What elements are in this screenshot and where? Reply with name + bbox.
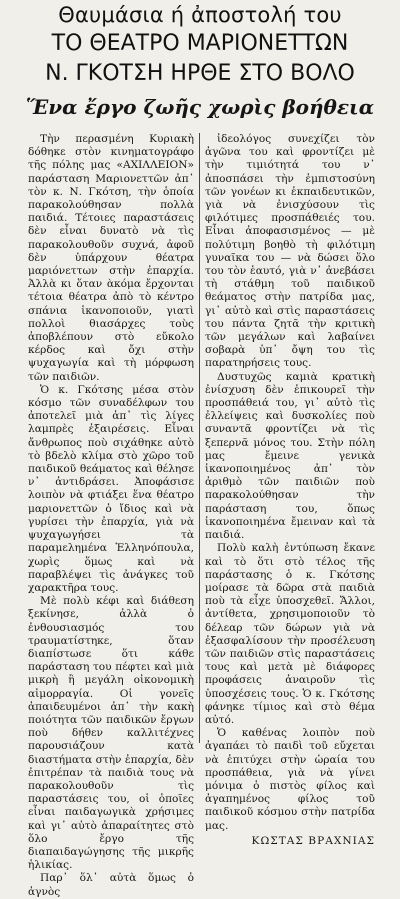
article-column-right	[205, 133, 375, 848]
paragraph: Πολὺ καλὴ ἐντύπωση ἔκανε καὶ τὸ ὅτι στὸ τέλος τῆς παράστασης ὁ κ. Γκότσης μοίρασε τὰ δῶρα στὰ παιδιὰ ποὺ τὰ εἶχε ὑποσχεθεῖ. Ἄλλοι, ἀντίθετα, χρησιμοποιοῦν τὸ δέλεαρ τῶν δώρων γιὰ νὰ ἐξασφαλίσουν τὴν προσέλευση τῶν παιδιῶν στὶς παραστάσεις τους καὶ μετὰ μὲ διάφορες προφάσεις ἀναιροῦν τὶς ὑποσχέσεις τους. Ὁ κ. Γκότσης φάνηκε τίμιος καὶ στὸ θέμα αὐτό.	[205, 542, 375, 726]
headline-line-2: ΤΟ ΘΕΑΤΡΟ ΜΑΡΙΟΝΕΤΤΩΝ	[51, 31, 349, 56]
paragraph: ἰδεολόγος συνεχίζει τὸν ἀγῶνα του καὶ φροντίζει μὲ τὴν τιμιότητά του ν᾽ ἀποσπάσει τὴν ἐμπιστοσύνη τῶν γονέων κι ἐκπαιδευτικῶν, γιὰ νὰ ἐνισχύσουν τὶς φιλότιμες προσπάθειές του. Εἶναι ἀποφασισμένος — μὲ πολύτιμη βοηθὸ τὴ φιλότιμη γυναῖκα του — νὰ δώσει ὅλο του τὸν ἑαυτό, γιὰ ν᾽ ἀνεβάσει τὴ στάθμη τοῦ παιδικοῦ θεάματος στὴν πατρίδα μας, γι᾽ αὐτὸ καὶ στὶς παραστάσεις του πάντα ζητᾶ τὴν κριτικὴ τῶν μεγάλων καὶ λαβαίνει σοβαρὰ ὑπ᾽ ὄψη του τὶς παρατηρήσεις τους.	[205, 133, 375, 370]
article-column-left	[28, 133, 194, 899]
paragraph: Ὁ κ. Γκότσης μέσα στὸν κόσμο τῶν συναδέλφων του ἀποτελεῖ μιὰ ἀπ᾽ τὶς λίγες λαμπρὲς ἐξαιρέσεις. Εἶναι ἄνθρωπος ποὺ σιχάθηκε αὐτὸ τὸ βδελὸ κλίμα στὸ χῶρο τοῦ παιδικοῦ θεάματος καὶ θέλησε ν᾽ ἀντιδράσει. Ἀποφάσισε λοιπὸν νὰ φτιάξει ἕνα θέατρο μαριονεττῶν ὁ ἴδιος καὶ νὰ γυρίσει τὴν ἐπαρχία, γιὰ νὰ ψυχαγωγήσει τὰ παραμελημένα Ἑλληνόπουλα, χωρὶς ὅμως καὶ νὰ παραβλέψει τὶς ἀνάγκες τοῦ χαρακτῆρα τους.	[28, 383, 194, 594]
paragraph: Μὲ πολὺ κέφι καὶ διάθεση ξεκίνησε, ἀλλὰ ὁ ἐνθουσιασμός του τραυματίστηκε, ὅταν διαπίστωσε ὅτι κάθε παράσταση του πέφτει καὶ μιὰ μικρὴ ἢ μεγάλη οἰκονομικὴ αἱμορραγία. Οἱ γονεῖς ἀπαιδευμένοι ἀπ᾽ τὴν κακὴ ποιότητα τῶν παιδικῶν ἔργων ποὺ δήθεν καλλιτέχνες παρουσιάζουν κατὰ διαστήματα στὴν ἐπαρχία, δὲν ἐπιτρέπαν τὰ παιδιὰ τους νὰ παρακολουθοῦν τὶς παραστάσεις του, οἱ ὁποῖες εἶναι παιδαγωγικὰ χρήσιμες καὶ γι᾽ αὐτὸ ἀπαραίτητες στὸ ὅλο ἔργο τῆς διαπαιδαγώγησης τῆς μικρῆς ἡλικίας.	[28, 595, 194, 872]
column-divider	[199, 133, 200, 743]
paragraph: Παρ᾽ ὅλ᾽ αὐτὰ ὅμως ὁ ἀγνὸς	[28, 872, 194, 898]
paragraph: Τὴν περασμένη Κυριακὴ δόθηκε στὸν κινηματογράφο τῆς πόλης μας «ΑΧΙΛΛΕΙΟΝ» παράσταση Μαριονεττῶν ἀπ᾽ τὸν κ. Ν. Γκότση, τὴν ὁποία παρακολούθησαν πολλὰ παιδιά. Τέτοιες παραστάσεις δὲν εἶναι δυνατὸ νὰ τὶς παρακολουθοῦν συχνά, ἀφοῦ δὲν ὑπάρχουν θέατρα μαριόνεττων στὴν ἐπαρχία. Ἀλλὰ κι ὅταν ὰκόμα ἔρχονται τέτοια θέατρα ἀπὸ τὸ κέντρο σπάνια ἱκανοποιοῦν, γιατὶ πολλοὶ θιασάρχες τοὺς ἀποβλέπουν στὸ εὔκολο κέρδος καὶ ὄχι στὴν ψυχαγωγία καὶ τὴ μόρφωση τῶν παιδιῶν.	[28, 133, 194, 383]
paragraph: Ὁ καθένας λοιπὸν ποὺ ἀγαπάει τὸ παιδὶ τοῦ εὔχεται νὰ ἐπιτύχει στὴν ὡραία του προσπάθεια, γιὰ νὰ γίνει μόνιμα ὁ πιστὸς φίλος καὶ ἀγαπημένος φίλος τοῦ παιδικοῦ κόσμου στὴν πατρίδα μας.	[205, 727, 375, 832]
author-byline: ΚΩΣΤΑΣ ΒΡΑΧΝΙΑΣ	[251, 834, 375, 847]
paragraph: Δυστυχῶς καμιὰ κρατικὴ ἐνίσχυση δὲν ἐπικουρεῖ τὴν προσπάθειά του, γι᾽ αὐτὸ τὶς ἐλλείψεις καὶ δυσκολίες ποὺ συναντᾶ φροντίζει νὰ τὶς ξεπερνᾶ μόνος του. Στὴν πόλη μας ἔμεινε γενικὰ ἱκανοποιημένος ἀπ᾽ τὸν ἀριθμὸ τῶν παιδιῶν ποὺ παρακολούθησαν τὴν παράσταση του, ὅπως ἱκανοποιημένα ἔμειναν καὶ τὰ παιδιά.	[205, 370, 375, 542]
subtitle: Ἕνα ἔργο ζωῆς χωρὶς βοήθεια	[25, 95, 375, 119]
headline-line-3: Ν. ΓΚΟΤΣΗ ΗΡΘΕ ΣΤΟ ΒΟΛΟ	[45, 61, 355, 86]
headline-line-1: Θαυμάσια ή ἀποστολή του	[58, 3, 342, 27]
